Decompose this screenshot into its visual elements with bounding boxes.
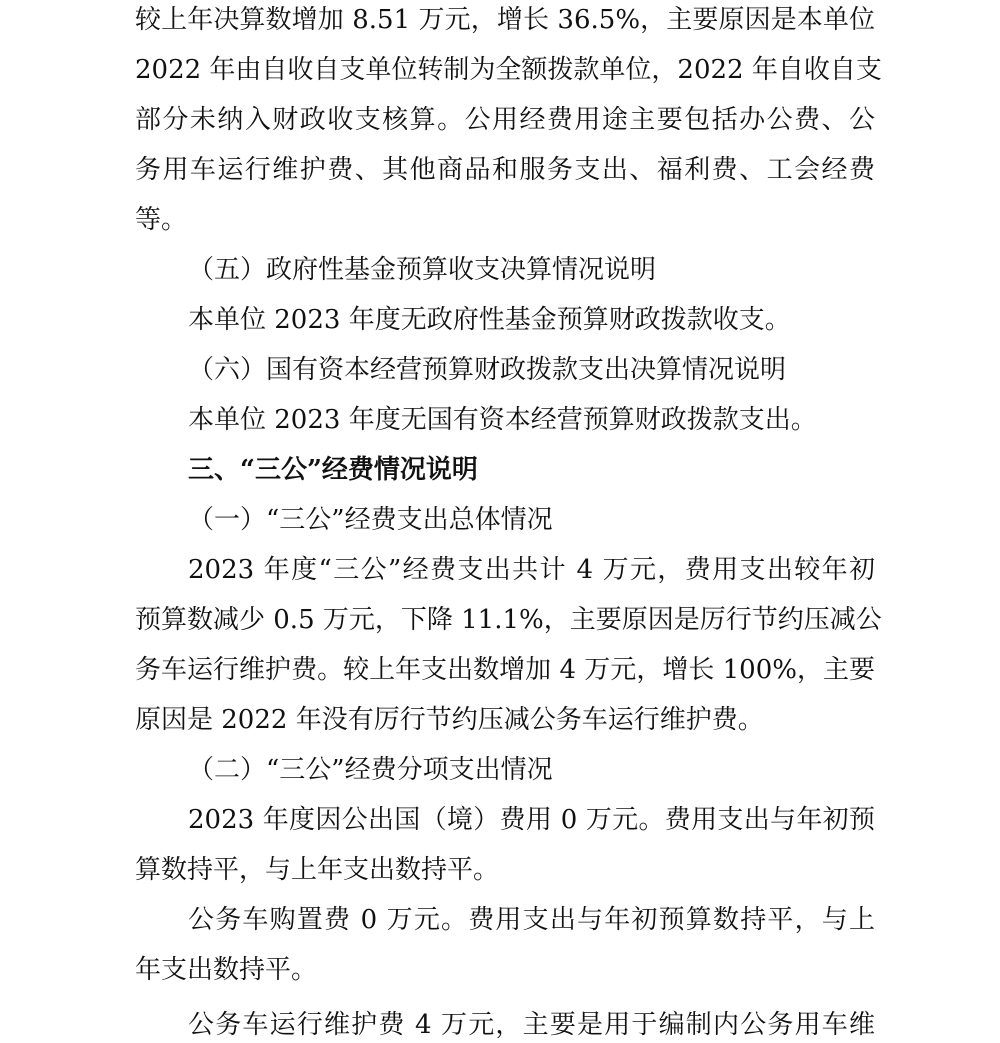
section-heading-6: （六）国有资本经营预算财政拨款支出决算情况说明 bbox=[188, 355, 787, 385]
body-text-line: 部分未纳入财政收支核算。公用经费用途主要包括办公费、公 bbox=[135, 105, 875, 135]
body-text-line: 预算数减少 0.5 万元，下降 11.1%，主要原因是厉行节约压减公 bbox=[135, 605, 882, 635]
body-text-line: 2023 年度“三公”经费支出共计 4 万元，费用支出较年初 bbox=[188, 555, 875, 585]
body-text-line: 原因是 2022 年没有厉行节约压减公务车运行维护费。 bbox=[135, 705, 764, 735]
body-text-line: 公务车购置费 0 万元。费用支出与年初预算数持平，与上 bbox=[188, 905, 875, 935]
body-text-line: 务车运行维护费。较上年支出数增加 4 万元，增长 100%，主要 bbox=[135, 655, 875, 685]
body-text-line: 务用车运行维护费、其他商品和服务支出、福利费、工会经费 bbox=[135, 155, 875, 185]
body-text-line: 本单位 2023 年度无政府性基金预算财政拨款收支。 bbox=[188, 305, 791, 335]
body-text-line: 算数持平，与上年支出数持平。 bbox=[135, 855, 500, 885]
subsection-heading-1: （一）“三公”经费支出总体情况 bbox=[188, 505, 553, 535]
subsection-heading-2: （二）“三公”经费分项支出情况 bbox=[188, 755, 553, 785]
body-text-line: 本单位 2023 年度无国有资本经营预算财政拨款支出。 bbox=[188, 405, 817, 435]
body-text-line: 2023 年度因公出国（境）费用 0 万元。费用支出与年初预 bbox=[188, 805, 875, 835]
body-text-line: 较上年决算数增加 8.51 万元，增长 36.5%，主要原因是本单位 bbox=[135, 5, 875, 35]
body-text-line: 年支出数持平。 bbox=[135, 955, 318, 985]
section-heading-3: 三、“三公”经费情况说明 bbox=[188, 455, 478, 485]
body-text-line: 等。 bbox=[135, 205, 188, 235]
body-text-line: 公务车运行维护费 4 万元，主要是用于编制内公务用车维 bbox=[188, 1010, 875, 1040]
body-text-line: 2022 年由自收自支单位转制为全额拨款单位，2022 年自收自支 bbox=[135, 55, 882, 85]
section-heading-5: （五）政府性基金预算收支决算情况说明 bbox=[188, 255, 657, 285]
